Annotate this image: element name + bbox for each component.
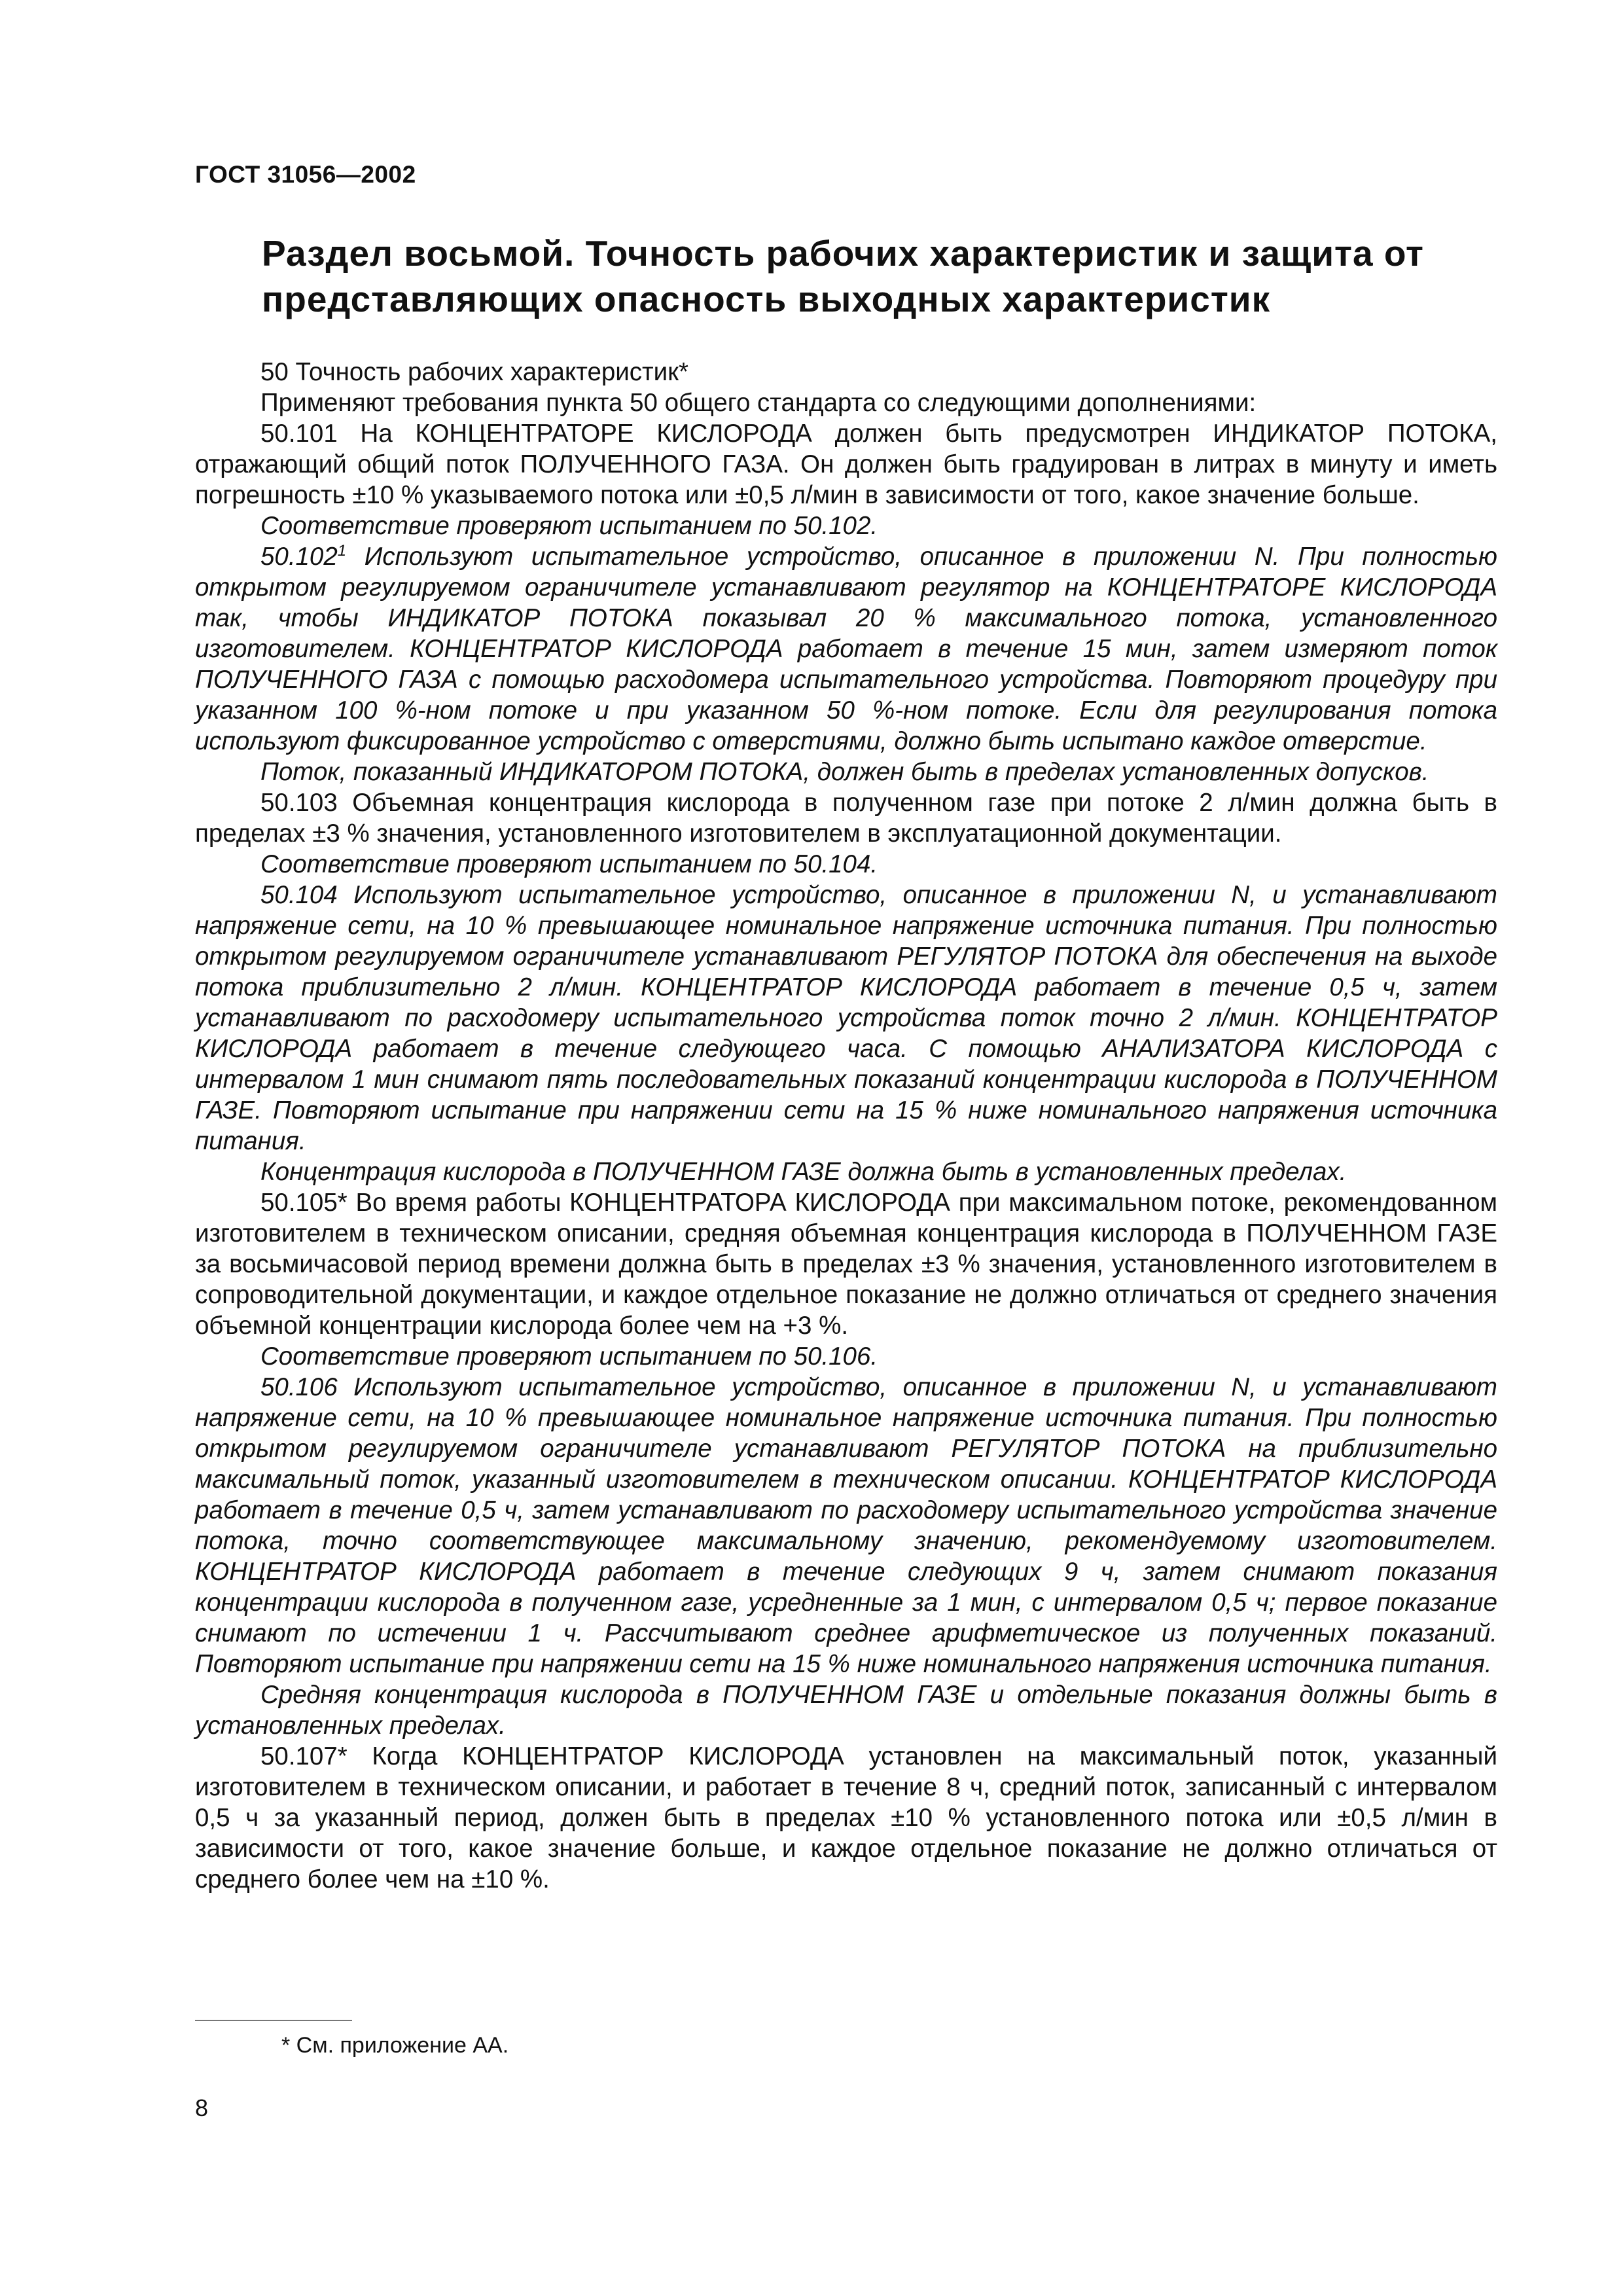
clause-50-103: 50.103 Объемная концентрация кислорода в полученном газе при потоке 2 л/мин должна быть в пределах ±3 % значения, установленного изготовителем в эксплуатационной документации. <box>195 789 1497 848</box>
clause-50-intro: Применяют требования пункта 50 общего стандарта со следующими дополнениями: <box>260 389 1257 417</box>
footnote-divider <box>195 2020 352 2021</box>
compliance-note-50-105: Соответствие проверяют испытанием по 50.106. <box>260 1342 878 1371</box>
requirement-50-106: Средняя концентрация кислорода в ПОЛУЧЕННОМ ГАЗЕ и отдельные показания должны быть в установленных пределах. <box>195 1681 1497 1740</box>
footnote: * См. приложение АА. <box>281 2033 509 2058</box>
section-title: Раздел восьмой. Точность рабочих характеристик и защита от представляющих опасность выходных характеристик <box>262 233 1424 319</box>
clause-50-104: 50.104 Используют испытательное устройство, описанное в приложении N, и устанавливают напряжение сети, на 10 % превышающее номинальное напряжение источника питания. При полностью открытом регулируемом ограничителе устанавливают РЕГУЛЯТОР ПОТОКА для обеспечения на выходе потока приблизительно 2 л/мин. КОНЦЕНТРАТОР КИСЛОРОДА работает в течение 0,5 ч, затем устанавливают по расходомеру испытательного устройства поток точно 2 л/мин. КОНЦЕНТРАТОР КИСЛОРОДА работает в течение следующего часа. С помощью АНАЛИЗАТОРА КИСЛОРОДА с интервалом 1 мин снимают пять последовательных показаний концентрации кислорода в ПОЛУЧЕННОМ ГАЗЕ. Повторяют испытание при напряжении сети на 15 % ниже номинального напряжения источника питания. <box>195 881 1497 1155</box>
document-body <box>195 357 1497 1895</box>
document-header: ГОСТ 31056—2002 <box>195 161 416 188</box>
compliance-note-50-103: Соответствие проверяют испытанием по 50.104. <box>260 850 878 878</box>
clause-50-101: 50.101 На КОНЦЕНТРАТОРЕ КИСЛОРОДА должен быть предусмотрен ИНДИКАТОР ПОТОКА, отражающий общий поток ПОЛУЧЕННОГО ГАЗА. Он должен быть градуирован в литрах в минуту и иметь погрешность ±10 % указываемого потока или ±0,5 л/мин в зависимости от того, какое значение больше. <box>195 420 1497 509</box>
clause-number: 50.102 <box>260 543 338 571</box>
clause-50-heading: 50 Точность рабочих характеристик* <box>260 358 688 386</box>
clause-text: Используют испытательное устройство, описанное в приложении N. При полностью открытом регулируемом ограничителе устанавливают регулятор на КОНЦЕНТРАТОРЕ КИСЛОРОДА так, чтобы ИНДИКАТОР ПОТОКА показывал 20 % максимального потока, установленного изготовителем. КОНЦЕНТРАТОР КИСЛОРОДА работает в течение 15 мин, затем измеряют поток ПОЛУЧЕННОГО ГАЗА с помощью расходомера испытательного устройства. Повторяют процедуру при указанном 100 %-ном потоке и при указанном 50 %-ном потоке. Если для регулирования потока используют фиксированное устройство с отверстиями, должно быть испытано каждое отверстие. <box>195 543 1497 755</box>
page-number: 8 <box>195 2094 209 2121</box>
clause-50-102 <box>195 541 1497 757</box>
footnote-marker: 1 <box>337 542 347 560</box>
clause-50-106: 50.106 Используют испытательное устройство, описанное в приложении N, и устанавливают напряжение сети, на 10 % превышающее номинальное напряжение источника питания. При полностью открытом регулируемом ограничителе устанавливают РЕГУЛЯТОР ПОТОКА на приблизительно максимальный поток, указанный изготовителем в техническом описании. КОНЦЕНТРАТОР КИСЛОРОДА работает в течение 0,5 ч, затем устанавливают по расходомеру испытательного устройства значение потока, точно соответствующее максимальному значению, рекомендуемому изготовителем. КОНЦЕНТРАТОР КИСЛОРОДА работает в течение следующих 9 ч, затем снимают показания концентрации кислорода в полученном газе, усредненные за 1 мин, с интервалом 0,5 ч; первое показание снимают по истечении 1 ч. Рассчитывают среднее арифметическое из полученных показаний. Повторяют испытание при напряжении сети на 15 % ниже номинального напряжения источника питания. <box>195 1373 1497 1678</box>
requirement-50-104: Концентрация кислорода в ПОЛУЧЕННОМ ГАЗЕ должна быть в установленных пределах. <box>260 1158 1347 1186</box>
clause-50-105: 50.105* Во время работы КОНЦЕНТРАТОРА КИСЛОРОДА при максимальном потоке, рекомендованном изготовителем в техническом описании, средняя объемная концентрация кислорода в ПОЛУЧЕННОМ ГАЗЕ за восьмичасовой период времени должна быть в пределах ±3 % значения, установленного изготовителем в сопроводительной документации, и каждое отдельное показание не должно отличаться от среднего значения объемной концентрации кислорода более чем на +3 %. <box>195 1189 1497 1340</box>
requirement-50-102: Поток, показанный ИНДИКАТОРОМ ПОТОКА, должен быть в пределах установленных допусков. <box>260 758 1429 786</box>
compliance-note-50-101: Соответствие проверяют испытанием по 50.102. <box>260 512 878 540</box>
clause-50-107: 50.107* Когда КОНЦЕНТРАТОР КИСЛОРОДА установлен на максимальный поток, указанный изготовителем в техническом описании, и работает в течение 8 ч, средний поток, записанный с интервалом 0,5 ч за указанный период, должен быть в пределах ±10 % установленного потока или ±0,5 л/мин в зависимости от того, какое значение больше, и каждое отдельное показание не должно отличаться от среднего более чем на ±10 %. <box>195 1742 1497 1893</box>
